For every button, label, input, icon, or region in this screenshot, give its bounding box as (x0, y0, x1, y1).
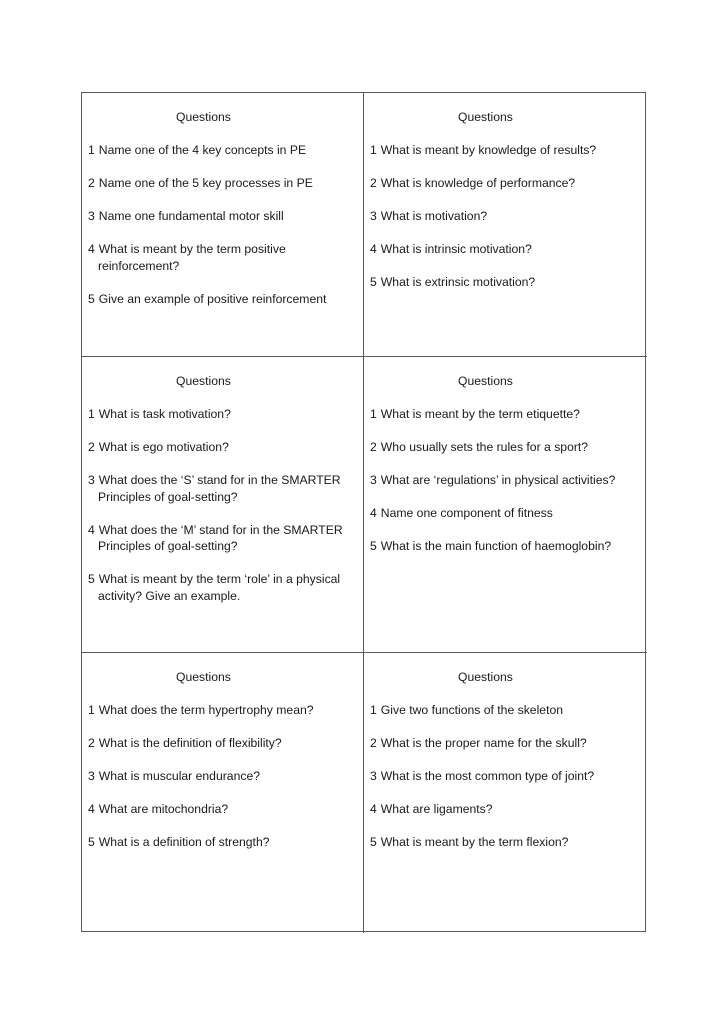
question-card-1 (82, 93, 364, 357)
question-number: 5 (370, 539, 377, 553)
question-text: What is a definition of strength? (98, 835, 270, 849)
question-item (370, 175, 641, 192)
question-text: What is meant by the term flexion? (380, 835, 569, 849)
question-text: Give an example of positive reinforcement (98, 291, 327, 306)
question-item (370, 834, 641, 851)
question-text: Name one of the 5 key processes in PE (98, 176, 313, 190)
question-text: What are mitochondria? (98, 802, 229, 816)
question-text: What is extrinsic motivation? (380, 275, 536, 289)
question-card-6 (364, 653, 647, 933)
question-text: Name one of the 4 key concepts in PE (98, 143, 307, 157)
question-number: 1 (88, 703, 95, 717)
question-item (88, 241, 357, 274)
question-card-3 (82, 357, 364, 653)
question-text: Who usually sets the rules for a sport? (380, 440, 589, 454)
question-number: 3 (88, 473, 95, 487)
question-number: 4 (370, 506, 377, 520)
card-title: Questions (176, 670, 231, 684)
question-text: What are ligaments? (380, 802, 493, 816)
question-text: What is meant by knowledge of results? (380, 143, 597, 157)
question-item (88, 291, 357, 308)
question-text: What is the definition of flexibility? (98, 736, 282, 750)
question-number: 3 (370, 473, 377, 487)
question-item (370, 208, 641, 225)
question-number: 1 (370, 703, 377, 717)
question-item (88, 834, 357, 851)
question-text: What is the main function of haemoglobin? (380, 539, 612, 553)
card-title: Questions (176, 374, 231, 388)
question-text: What is muscular endurance? (98, 769, 261, 783)
question-text: What does the ‘S’ stand for in the SMARTER Principles of goal-setting? (98, 473, 341, 504)
question-number: 2 (88, 736, 95, 750)
question-item (370, 142, 641, 159)
question-item (88, 768, 357, 785)
question-item (88, 522, 357, 555)
question-list (370, 142, 641, 291)
question-number: 3 (88, 209, 95, 223)
question-number: 4 (88, 242, 95, 256)
question-number: 5 (370, 275, 377, 289)
question-item (370, 241, 641, 258)
question-number: 4 (370, 242, 377, 256)
question-item (370, 702, 641, 719)
question-text: What is ego motivation? (98, 440, 229, 454)
question-number: 4 (88, 802, 95, 816)
question-item (370, 538, 641, 555)
question-number: 2 (88, 440, 95, 454)
question-number: 4 (370, 802, 377, 816)
question-number: 1 (370, 407, 377, 421)
question-text: Give two functions of the skeleton (380, 703, 564, 717)
question-number: 3 (370, 209, 377, 223)
question-list (88, 406, 357, 604)
question-text: What is the most common type of joint? (380, 769, 595, 783)
question-list (370, 406, 641, 555)
question-card-2 (364, 93, 647, 357)
question-item (88, 472, 357, 505)
question-number: 2 (370, 736, 377, 750)
question-card-4 (364, 357, 647, 653)
question-number: 3 (370, 769, 377, 783)
question-list (370, 702, 641, 851)
question-number: 5 (370, 835, 377, 849)
question-number: 2 (370, 440, 377, 454)
card-title: Questions (458, 110, 513, 124)
question-item (88, 801, 357, 818)
question-text: What is task motivation? (98, 407, 231, 421)
question-item (370, 274, 641, 291)
question-card-5 (82, 653, 364, 933)
question-cards-grid (81, 92, 646, 932)
question-number: 2 (370, 176, 377, 190)
card-title: Questions (458, 374, 513, 388)
question-item (88, 571, 357, 604)
question-text: What is motivation? (380, 209, 488, 223)
question-text: What is meant by the term positive reinforcement? (98, 242, 286, 273)
question-item (370, 472, 641, 489)
question-item (370, 735, 641, 752)
question-number: 5 (88, 572, 95, 586)
question-number: 5 (88, 291, 95, 306)
question-text: What is the proper name for the skull? (380, 736, 587, 750)
question-text: What is meant by the term ‘role’ in a physical activity? Give an example. (98, 572, 341, 603)
question-item (88, 702, 357, 719)
card-title: Questions (458, 670, 513, 684)
question-number: 4 (88, 522, 95, 537)
question-item (370, 406, 641, 423)
question-item (370, 801, 641, 818)
question-item (88, 175, 357, 192)
question-item (370, 505, 641, 522)
question-text: What is meant by the term etiquette? (380, 407, 580, 421)
question-text: Name one component of fitness (380, 506, 553, 520)
question-list (88, 702, 357, 851)
question-text: What does the ‘M’ stand for in the SMARTER Principles of goal-setting? (98, 522, 343, 553)
question-item (88, 439, 357, 456)
question-item (88, 142, 357, 159)
question-number: 3 (88, 769, 95, 783)
question-text: What is intrinsic motivation? (380, 242, 532, 256)
question-item (370, 768, 641, 785)
question-text: What is knowledge of performance? (380, 176, 576, 190)
question-number: 1 (88, 143, 95, 157)
question-number: 2 (88, 176, 95, 190)
question-text: What does the term hypertrophy mean? (98, 703, 314, 717)
question-item (88, 208, 357, 225)
question-text: What are ‘regulations’ in physical activities? (380, 473, 616, 487)
question-number: 1 (88, 407, 95, 421)
question-number: 1 (370, 143, 377, 157)
question-list (88, 142, 357, 307)
question-item (370, 439, 641, 456)
question-item (88, 406, 357, 423)
question-text: Name one fundamental motor skill (98, 209, 284, 223)
question-number: 5 (88, 835, 95, 849)
card-title: Questions (176, 110, 231, 124)
question-item (88, 735, 357, 752)
